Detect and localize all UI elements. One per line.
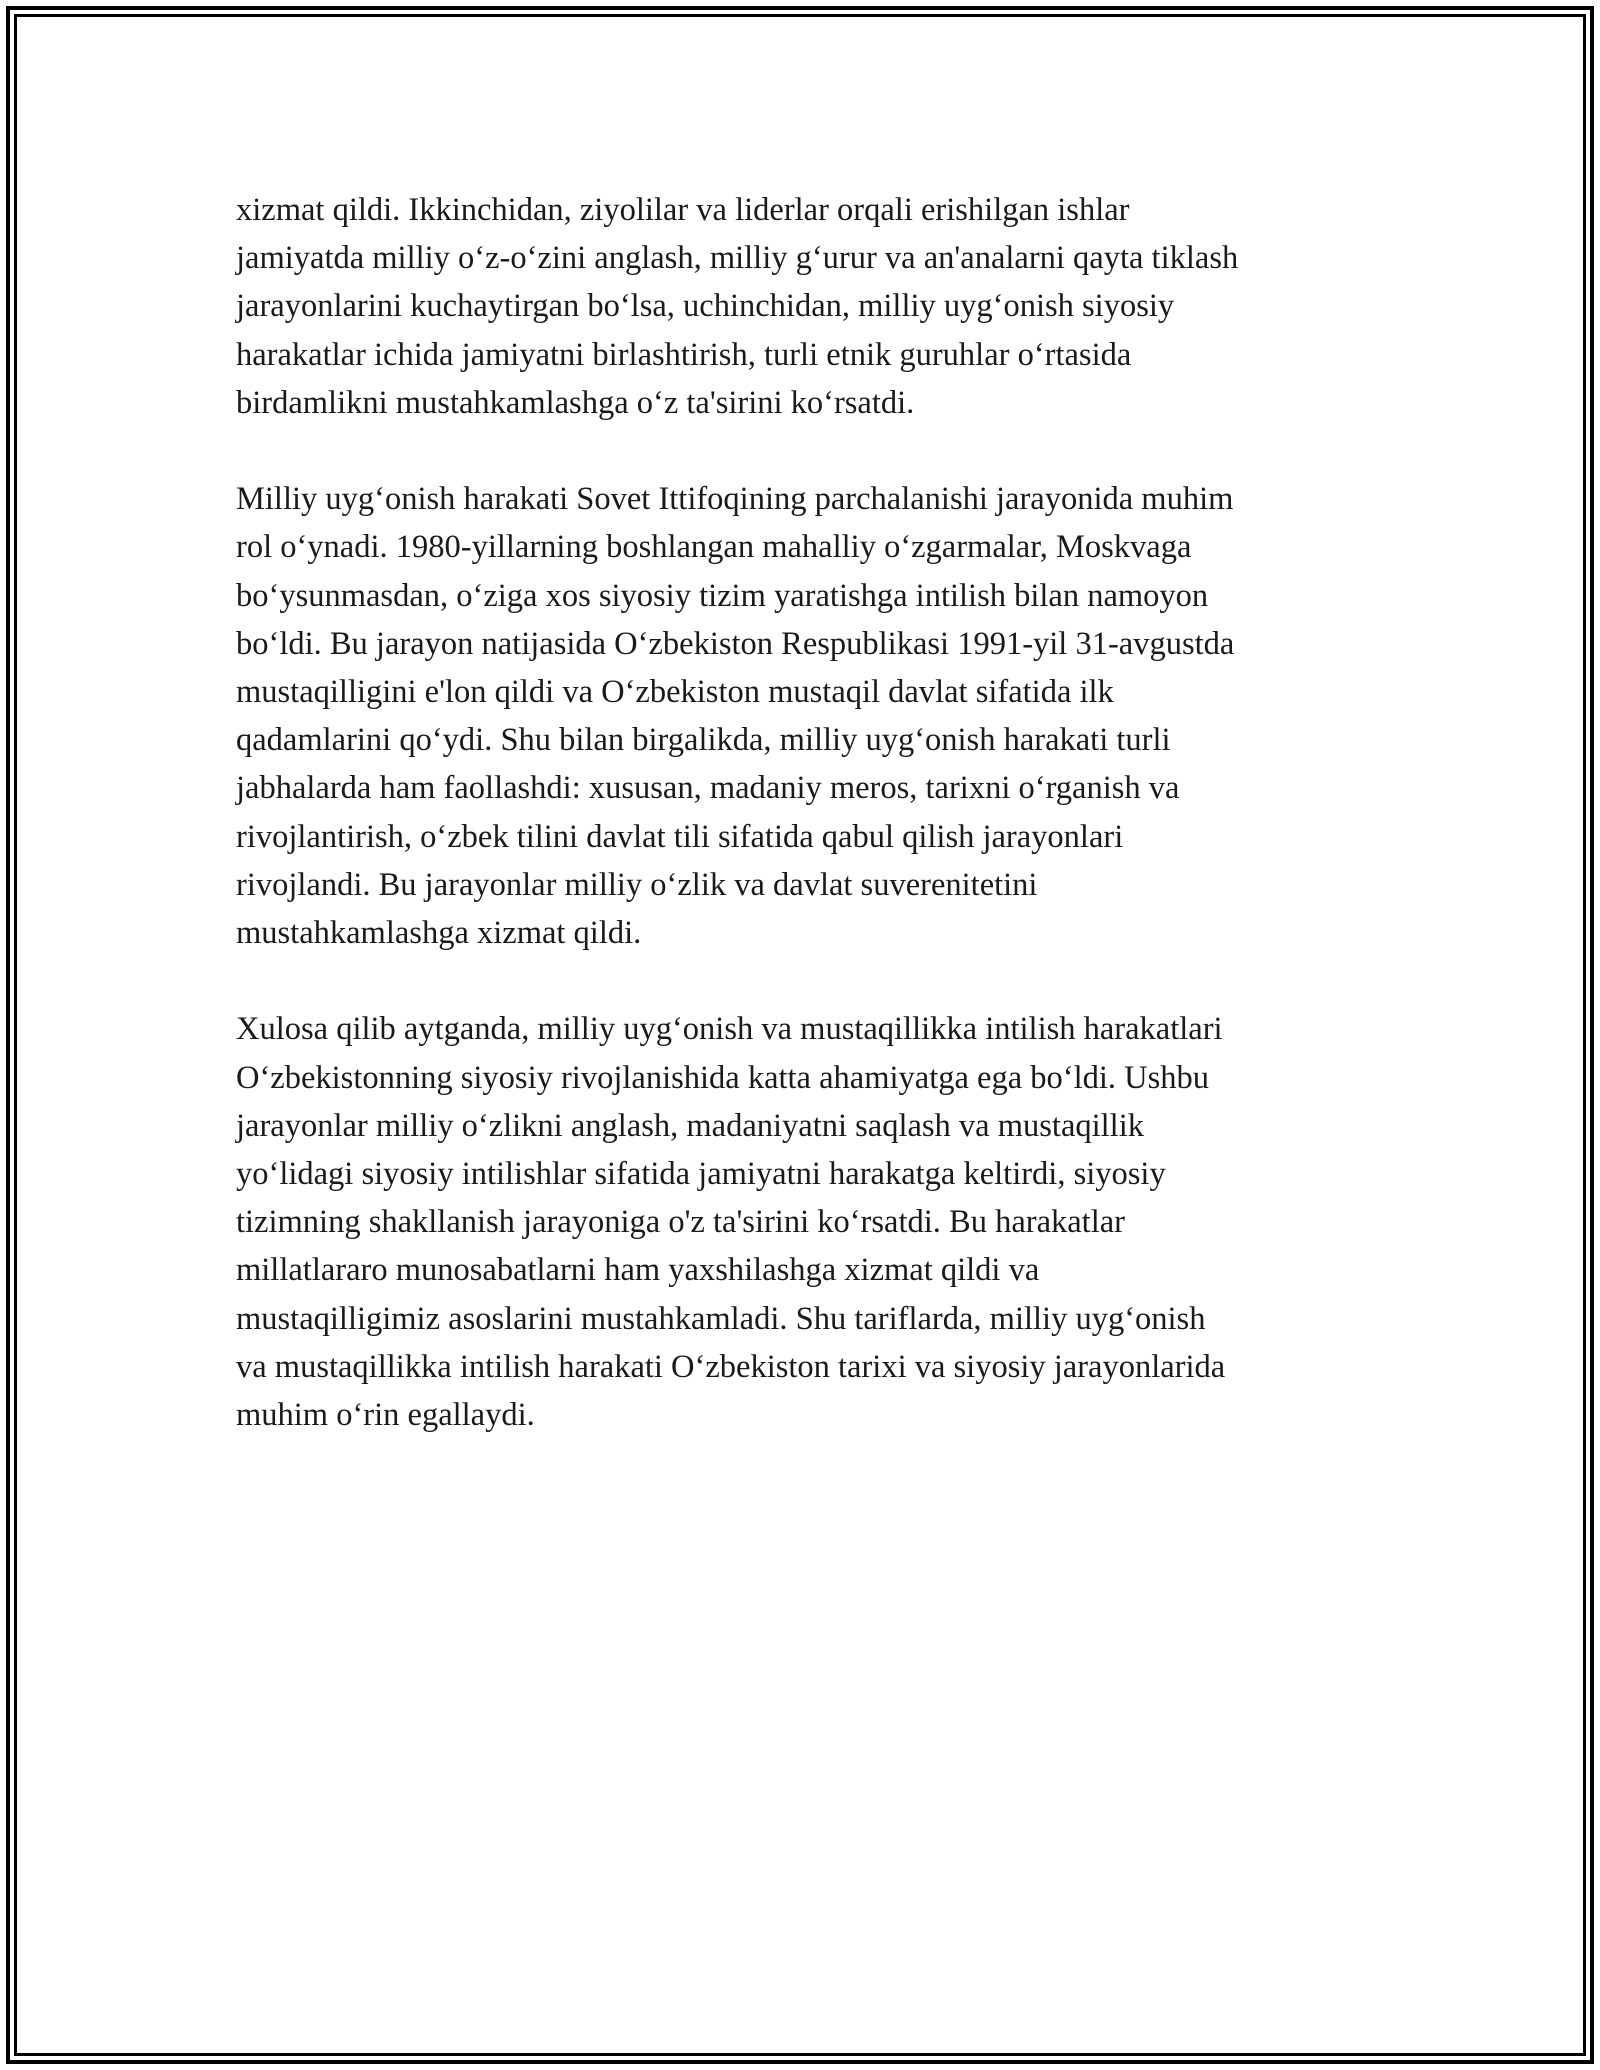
paragraph-line: mustaqilligini e'lon qildi va O‘zbekiston mustaqil davlat sifatida ilk — [236, 674, 1114, 711]
paragraph-3 — [236, 1005, 1376, 1439]
paragraph-line: O‘zbekistonning siyosiy rivojlanishida katta ahamiyatga ega bo‘ldi. Ushbu — [236, 1059, 1210, 1096]
paragraph-line: harakatlar ichida jamiyatni birlashtirish, turli etnik guruhlar o‘rtasida — [236, 336, 1132, 373]
paragraph-line: bo‘ldi. Bu jarayon natijasida O‘zbekiston Respublikasi 1991-yil 31-avgustda — [236, 625, 1235, 662]
paragraph-line: birdamlikni mustahkamlashga o‘z ta'sirini ko‘rsatdi. — [236, 384, 915, 421]
paragraph-line: muhim o‘rin egallaydi. — [236, 1397, 535, 1434]
paragraph-line: qadamlarini qo‘ydi. Shu bilan birgalikda, milliy uyg‘onish harakati turli — [236, 722, 1171, 759]
paragraph-1 — [236, 186, 1376, 427]
paragraph-line: rol o‘ynadi. 1980-yillarning boshlangan mahalliy o‘zgarmalar, Moskvaga — [236, 529, 1192, 566]
document-body — [236, 186, 1376, 1487]
paragraph-line: mustaqilligimiz asoslarini mustahkamladi. Shu tariflarda, milliy uyg‘onish — [236, 1300, 1206, 1337]
paragraph-line: yo‘lidagi siyosiy intilishlar sifatida jamiyatni harakatga keltirdi, siyosiy — [236, 1156, 1166, 1193]
paragraph-line: mustahkamlashga xizmat qildi. — [236, 915, 642, 952]
paragraph-2 — [236, 475, 1376, 957]
paragraph-line: jarayonlar milliy o‘zlikni anglash, madaniyatni saqlash va mustaqillik — [236, 1107, 1144, 1144]
paragraph-line: jamiyatda milliy o‘z-o‘zini anglash, milliy g‘urur va an'analarni qayta tiklash — [236, 240, 1239, 277]
paragraph-line: bo‘ysunmasdan, o‘ziga xos siyosiy tizim yaratishga intilish bilan namoyon — [236, 577, 1209, 614]
paragraph-line: rivojlandi. Bu jarayonlar milliy o‘zlik va davlat suverenitetini — [236, 866, 1038, 903]
paragraph-line: jabhalarda ham faollashdi: xususan, madaniy meros, tarixni o‘rganish va — [236, 770, 1180, 807]
paragraph-line: jarayonlarini kuchaytirgan bo‘lsa, uchinchidan, milliy uyg‘onish siyosiy — [236, 288, 1175, 325]
paragraph-line: millatlararo munosabatlarni ham yaxshilashga xizmat qildi va — [236, 1252, 1040, 1289]
paragraph-line: Milliy uyg‘onish harakati Sovet Ittifoqining parchalanishi jarayonida muhim — [236, 481, 1234, 518]
paragraph-line: va mustaqillikka intilish harakati O‘zbekiston tarixi va siyosiy jarayonlarida — [236, 1348, 1226, 1385]
paragraph-line: rivojlantirish, o‘zbek tilini davlat tili sifatida qabul qilish jarayonlari — [236, 818, 1124, 855]
paragraph-line: Xulosa qilib aytganda, milliy uyg‘onish va mustaqillikka intilish harakatlari — [236, 1011, 1223, 1048]
paragraph-line: tizimning shakllanish jarayoniga o'z ta'sirini ko‘rsatdi. Bu harakatlar — [236, 1204, 1125, 1241]
paragraph-line: xizmat qildi. Ikkinchidan, ziyolilar va liderlar orqali erishilgan ishlar — [236, 192, 1130, 228]
